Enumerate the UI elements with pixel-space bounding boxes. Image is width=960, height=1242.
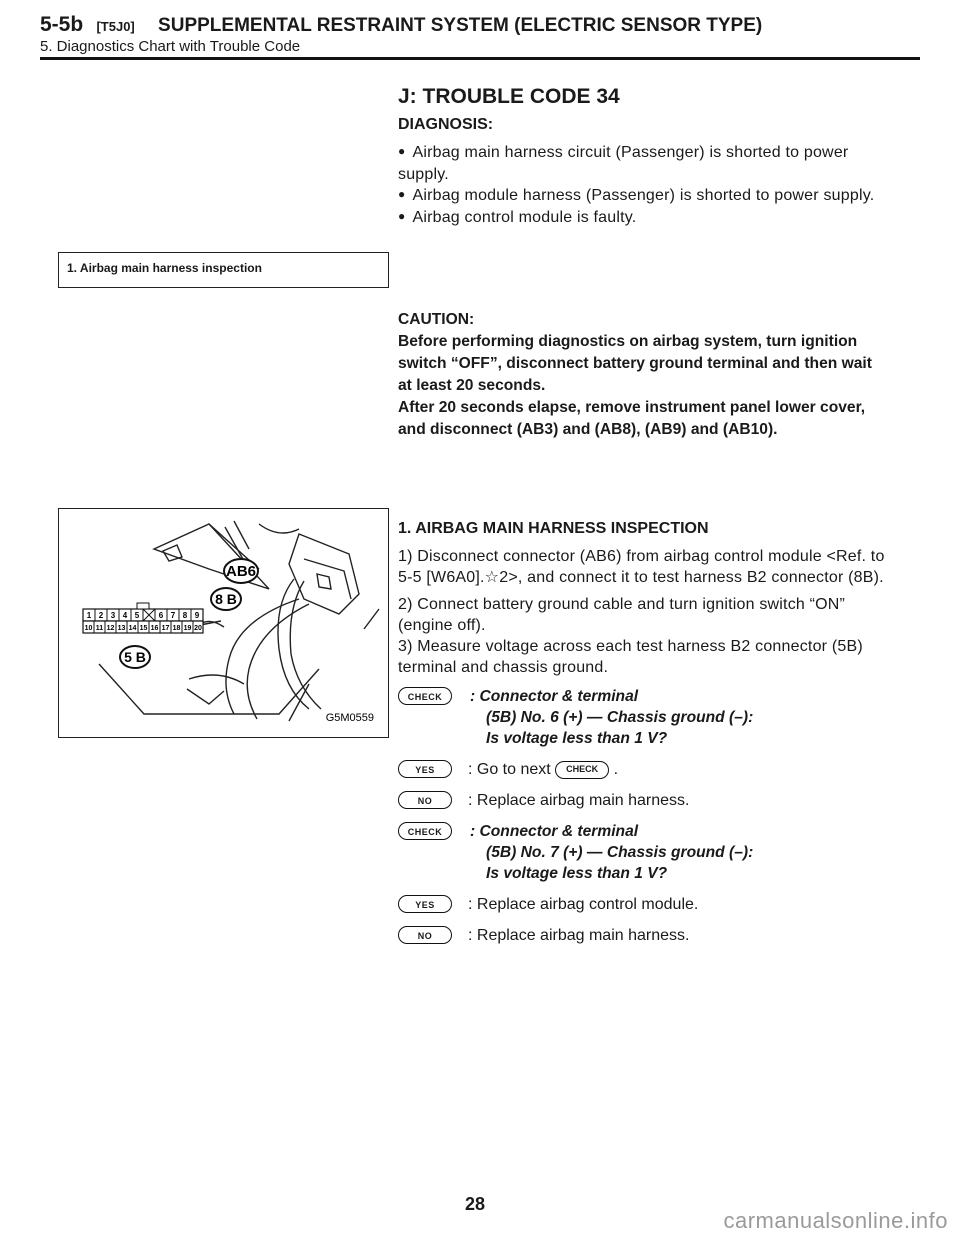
check-badge: CHECK	[555, 761, 609, 779]
caution-text: After 20 seconds elapse, remove instrument panel lower cover, and disconnect (AB3) and (AB8), (AB9) and (AB10).	[398, 399, 866, 438]
diagnosis-heading: DIAGNOSIS:	[398, 116, 494, 133]
diagnosis-item: ● Airbag main harness circuit (Passenger) is shorted to power supply.	[398, 142, 888, 185]
page-code: 5-5b	[40, 13, 84, 36]
check-2-line2: (5B) No. 7 (+) — Chassis ground (–):	[486, 844, 754, 861]
header-subtitle: 5. Diagnostics Chart with Trouble Code	[40, 38, 301, 55]
pin-11: 11	[95, 625, 104, 632]
header-title: SUPPLEMENTAL RESTRAINT SYSTEM (ELECTRIC SENSOR TYPE)	[158, 15, 763, 36]
check-badge: CHECK	[398, 687, 452, 705]
pin-5: 5	[134, 611, 140, 620]
pin-19: 19	[183, 625, 192, 632]
step-1: 1) Disconnect connector (AB6) from airbag control module <Ref. to 5-5 [W6A0].☆2>, and connect it to test harness B2 connector (8B).	[398, 548, 885, 586]
diagnosis-section	[398, 84, 888, 229]
section-code: [T5J0]	[96, 19, 135, 34]
check-1-yes-text: : Go to next	[468, 761, 551, 778]
pin-18: 18	[172, 625, 181, 632]
check-2-yes	[398, 894, 888, 915]
pin-10: 10	[84, 625, 93, 632]
no-badge: NO	[398, 926, 452, 944]
page-number: 28	[465, 1194, 486, 1214]
caution-block	[398, 309, 888, 441]
check-2-line1: : Connector & terminal	[470, 823, 639, 840]
diagnosis-item: ● Airbag module harness (Passenger) is shorted to power supply.	[398, 185, 888, 207]
ab6-label: AB6	[225, 563, 257, 580]
check-badge: CHECK	[398, 822, 452, 840]
no-badge: NO	[398, 791, 452, 809]
yes-badge: YES	[398, 760, 452, 778]
check-1-no-text: : Replace airbag main harness.	[468, 792, 690, 809]
pin-9: 9	[194, 611, 200, 620]
check-1-no	[398, 790, 888, 811]
yes-badge: YES	[398, 895, 452, 913]
watermark: carmanualsonline.info	[723, 1208, 948, 1233]
check-1-yes	[398, 759, 888, 780]
check-2-no-text: : Replace airbag main harness.	[468, 927, 690, 944]
check-1-line2: (5B) No. 6 (+) — Chassis ground (–):	[486, 709, 754, 726]
pin-3: 3	[110, 611, 116, 620]
connector-5b-label: 5 B	[124, 649, 146, 665]
header-rule	[40, 57, 920, 60]
pin-14: 14	[128, 625, 137, 632]
step-2: 2) Connect battery ground cable and turn ignition switch “ON” (engine off).	[398, 596, 846, 634]
page-header	[40, 14, 920, 56]
pin-7: 7	[170, 611, 176, 620]
flow-step-label: 1. Airbag main harness inspection	[67, 261, 262, 275]
pin-2: 2	[98, 611, 104, 620]
check-1-line3: Is voltage less than 1 V?	[486, 730, 668, 747]
check-2-line3: Is voltage less than 1 V?	[486, 865, 668, 882]
check-2	[398, 821, 888, 884]
pin-20: 20	[194, 625, 202, 632]
step-3: 3) Measure voltage across each test harness B2 connector (5B) terminal and chassis ground.	[398, 638, 863, 676]
pin-8: 8	[182, 611, 188, 620]
caution-heading: CAUTION:	[398, 311, 475, 328]
caution-text: Before performing diagnostics on airbag system, turn ignition switch “OFF”, disconnect battery ground terminal and then wait at least 20 seconds.	[398, 333, 872, 394]
check-2-yes-text: : Replace airbag control module.	[468, 896, 699, 913]
check-2-no	[398, 925, 888, 946]
pin-1: 1	[86, 611, 92, 620]
pin-15: 15	[139, 625, 148, 632]
inspection-heading: 1. AIRBAG MAIN HARNESS INSPECTION	[398, 520, 709, 537]
section-title: J: TROUBLE CODE 34	[398, 85, 620, 108]
pin-13: 13	[117, 625, 126, 632]
pin-16: 16	[150, 625, 159, 632]
pin-12: 12	[106, 625, 115, 632]
pin-17: 17	[161, 625, 170, 632]
inspection-section	[398, 518, 888, 946]
harness-figure	[58, 508, 389, 738]
pin-4: 4	[122, 611, 128, 620]
figure-code: G5M0559	[325, 712, 374, 724]
flow-step-box	[58, 252, 389, 288]
connector-8b-label: 8 B	[215, 591, 237, 607]
check-1	[398, 686, 888, 749]
diagnosis-item: ● Airbag control module is faulty.	[398, 207, 888, 229]
header-title-line	[40, 14, 920, 38]
pin-6: 6	[158, 611, 164, 620]
check-1-yes-end: .	[613, 761, 619, 778]
harness-illustration	[59, 509, 388, 737]
check-1-line1: : Connector & terminal	[470, 688, 639, 705]
